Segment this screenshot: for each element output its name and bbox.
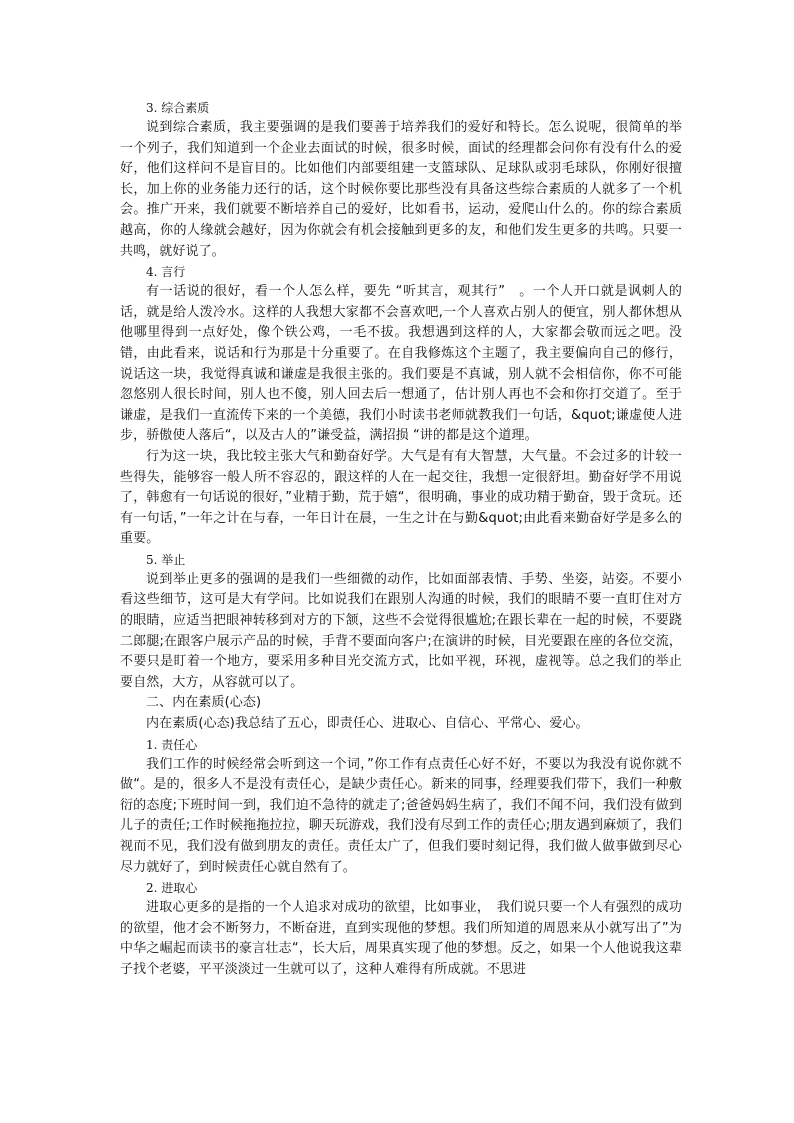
paragraph-comprehensive-quality: 说到综合素质，我主要强调的是我们要善于培养我们的爱好和特长。怎么说呢，很简单的举一个列子，我们知道到一个企业去面试的时候，很多时候，面试的经理都会问你有没有什么的爱好，他们这样问不是盲目的。比如他们内部要组建一支篮球队、足球队或羽毛球队，你刚好很擅长，加上你的业务能力还行的话，这个时候你要比那些没有具备这些综合素质的人就多了一个机会。推广开来，我们就要不断培养自己的爱好，比如看书，运动，爱爬山什么的。你的综合素质越高，你的人缘就会越好，因为你就会有机会接触到更多的友，和他们发生更多的共鸣。只要一共鸣，就好说了。	[120, 120, 682, 259]
section-heading-speech-behavior: 4. 言行	[146, 265, 186, 280]
section-heading-responsibility: 1. 责任心	[146, 737, 198, 752]
section-heading-manners: 5. 举止	[146, 552, 186, 567]
section-heading-comprehensive-quality: 3. 综合素质	[146, 101, 210, 115]
paragraph-enterprise: 进取心更多的是指的一个人追求对成功的欲望，比如事业， 我们说只要一个人有强烈的成功的欲望，他才会不断努力，不断奋进，直到实现他的梦想。我们所知道的周恩来从小就写出了”为中华之崛起而读书的豪言壮志“，长大后，周果真实现了他的梦想。反之，如果一个人他说我这辈子找个老婆，平平淡淡过一生就可以了，这种人难得有所成就。不思进	[120, 900, 682, 977]
paragraph-manners: 说到举止更多的强调的是我们一些细微的动作，比如面部表情、手势、坐姿，站姿。不要小看这些细节，这可是大有学问。比如说我们在跟别人沟通的时候，我们的眼睛不要一直盯住对方的眼睛，应适当把眼神转移到对方的下颔，这些不会觉得很尴尬;在跟长辈在一起的时候，不要跷二郎腿;在跟客户展示产品的时候，手背不要面向客户;在演讲的时候，目光要跟在座的各位交流，不要只是盯着一个地方，要采用多种目光交流方式，比如平视，环视，虚视等。总之我们的举止要自然，大方，从容就可以了。	[120, 571, 682, 690]
paragraph-speech: 有一话说的很好，看一个人怎么样，要先 “听其言，观其行” 。一个人开口就是讽刺人的话，就是给人泼冷水。这样的人我想大家都不会喜欢吧,一个人喜欢占别人的便宜，别人都休想从他哪里得到一点好处，像个铁公鸡，一毛不拔。我想遇到这样的人，大家都会敬而远之吧。没错，由此看来，说话和行为那是十分重要了。在自我修炼这个主题了，我主要偏向自己的修行，说话这一块，我觉得真诚和谦虚是我很主张的。我们要是不真诚，别人就不会相信你，你不可能忽悠别人很长时间，别人也不傻，别人回去后一想通了，估计别人再也不会和你打交道了。至于谦虚，是我们一直流传下来的一个美德，我们小时读书老师就教我们一句话，&quot;谦虚使人进步，骄傲使人落后“，以及古人的”谦受益，满招损 “讲的都是这个道理。	[120, 284, 682, 444]
section-heading-enterprise: 2. 进取心	[146, 881, 198, 896]
section-heading-inner-quality: 二、内在素质(心态)	[146, 695, 262, 711]
paragraph-inner-quality-summary: 内在素质(心态)我总结了五心，即责任心、进取心、自信心、平常心、爱心。	[146, 716, 589, 732]
paragraph-responsibility: 我们工作的时候经常会听到这一个词，”你工作有点责任心好不好，不要以为我没有说你就不做“。是的，很多人不是没有责任心，是缺少责任心。新来的同事，经理要我们带下，我们一种敷衍的态度;下班时间一到，我们迫不急待的就走了;爸爸妈妈生病了，我们不闻不问，我们没有做到儿子的责任;工作时候拖拖拉拉，聊天玩游戏，我们没有尽到工作的责任心;朋友遇到麻烦了，我们视而不见，我们没有做到朋友的责任。责任太广了，但我们要时刻记得，我们做人做事做到尽心尽力就好了，到时候责任心就自然有了。	[120, 756, 682, 875]
document-body	[120, 98, 682, 981]
paragraph-behavior: 行为这一块，我比较主张大气和勤奋好学。大气是有有大智慧，大气量。不会过多的计较一些得失，能够容一般人所不容忍的，跟这样的人在一起交往，我想一定很舒坦。勤奋好学不用说了，韩愈有一句话说的很好，”业精于勤，荒于嬉“，很明确，事业的成功精于勤奋，毁于贪玩。还有一句话，”一年之计在与春，一年日计在晨，一生之计在与勤&quot;由此看来勤奋好学是多么的重要。	[120, 448, 682, 547]
